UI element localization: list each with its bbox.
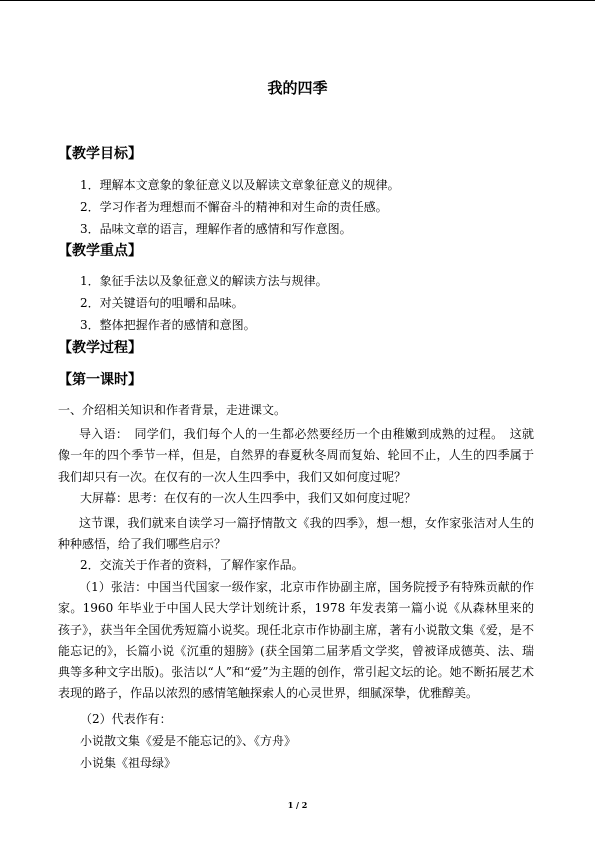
keypoint-item-1: 1．象征手法以及象征意义的解读方法与规律。 [80, 274, 328, 288]
page-title: 我的四季 [267, 79, 328, 97]
keypoint-item-3: 3．整体把握作者的感情和意图。 [80, 318, 256, 332]
works-heading: （2）代表作有： [80, 712, 172, 726]
keypoint-item-2: 2．对关键语句的咀嚼和品味。 [80, 296, 244, 310]
header-rule [0, 0, 595, 1]
intro-paragraph: 导入语： 同学们，我们每个人的一生都必然要经历一个由稚嫩到成熟的过程。 这就像一年的四个季节一样，但是，自然界的春夏秋冬周而复始、轮回不止，人生的四季属于我们却只有一次。在仅有的一次人生四季中，我们又如何度过呢？ [58, 427, 534, 484]
work-item-2: 小说集《祖母绿》 [80, 756, 177, 770]
step-2: 2．交流关于作者的资料，了解作家作品。 [80, 558, 304, 572]
goal-item-1: 1．理解本文意象的象征意义以及解读文章象征意义的规律。 [80, 178, 400, 192]
author-paragraph: （1）张洁：中国当代国家一级作家，北京市作协副主席，国务院授予有特殊贡献的作家。1960 年毕业于中国人民大学计划统计系，1978 年发表第一篇小说《从森林里来的孩子》，获当年全国优秀短篇小说奖。现任北京市作协副主席，著有小说散文集《爱，是不能忘记的》，长篇小说《沉重的翅膀》(获全国第二届茅盾文学奖，曾被译成德英、法、瑞典等多种文字出版)。张洁以“人”和“爱”为主题的创作，常引起文坛的论。她不断拓展艺术表现的路子，作品以浓烈的感情笔触探索人的心灵世界，细腻深挚，优雅醇美。 [58, 580, 534, 701]
heading-goals: 【教学目标】 [58, 146, 142, 162]
step-1: 一、介绍相关知识和作者背景，走进课文。 [58, 403, 287, 417]
goal-item-3: 3．品味文章的语言，理解作者的感情和写作意图。 [80, 222, 352, 236]
heading-lesson-1: 【第一课时】 [58, 372, 142, 388]
heading-keypoints: 【教学重点】 [58, 243, 142, 259]
goal-item-2: 2．学习作者为理想而不懈奋斗的精神和对生命的责任感。 [80, 200, 388, 214]
page-number: 1 / 2 [287, 800, 308, 810]
heading-process: 【教学过程】 [58, 340, 142, 356]
work-item-1: 小说散文集《爱是不能忘记的》、《方舟》 [80, 734, 297, 748]
lesson-paragraph: 这节课，我们就来自读学习一篇抒情散文《我的四季》，想一想，女作家张洁对人生的种种感悟，给了我们哪些启示？ [58, 516, 534, 552]
screen-question: 大屏幕：思考：在仅有的一次人生四季中，我们又如何度过呢？ [80, 491, 417, 505]
